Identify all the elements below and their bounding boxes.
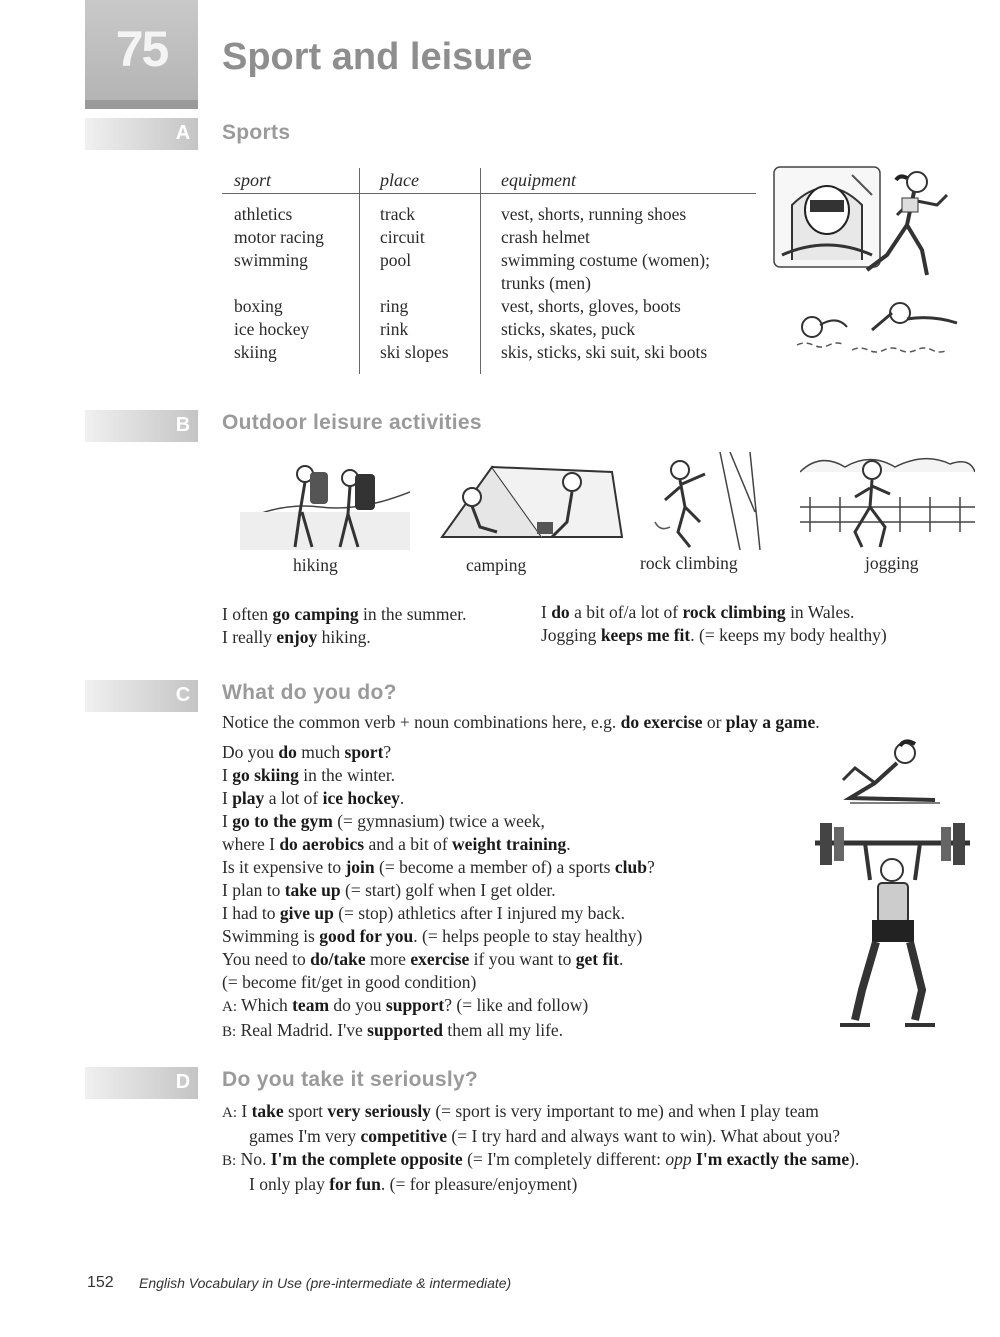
table-cell: ring — [380, 296, 409, 316]
table-column-rule — [480, 168, 481, 374]
unit-number: 75 — [115, 21, 168, 77]
dialogue-line: A: I take sport very seriously (= sport is very important to me) and when I play team — [222, 1101, 819, 1121]
example-line: You need to do/take more exercise if you want to get fit. — [222, 949, 624, 969]
stretching-woman-illustration — [835, 738, 945, 813]
runner-illustration — [852, 160, 957, 285]
place-column — [380, 168, 480, 364]
table-cell: sticks, skates, puck — [501, 319, 636, 339]
example-line: I go skiing in the winter. — [222, 765, 396, 785]
example-line: A: Which team do you support? (= like and follow) — [222, 995, 589, 1015]
example-sentence: I do a bit of/a lot of rock climbing in Wales. — [541, 602, 855, 622]
page-number: 152 — [87, 1274, 114, 1291]
example-line: (= become fit/get in good condition) — [222, 972, 477, 992]
caption-camping: camping — [466, 555, 527, 575]
table-cell: swimming costume (women); — [501, 250, 711, 270]
dialogue-line: B: No. I'm the complete opposite (= I'm completely different: opp I'm exactly the same). — [222, 1149, 860, 1169]
weightlifter-illustration — [810, 815, 975, 1035]
jogging-illustration — [800, 452, 975, 552]
example-line: B: Real Madrid. I've supported them all my life. — [222, 1020, 564, 1040]
swimmers-illustration — [792, 295, 967, 360]
camping-illustration — [432, 452, 627, 545]
unit-title: Sport and leisure — [222, 36, 533, 78]
section-c-letter: C — [175, 684, 191, 706]
sport-header: sport — [234, 170, 272, 190]
table-cell: vest, shorts, running shoes — [501, 204, 687, 224]
place-header: place — [380, 170, 419, 190]
section-a-title: Sports — [222, 121, 291, 144]
sport-column — [234, 168, 359, 364]
table-cell: motor racing — [234, 227, 324, 247]
table-cell: athletics — [234, 204, 293, 224]
table-cell: circuit — [380, 227, 425, 247]
table-cell: rink — [380, 319, 409, 339]
example-line: I play a lot of ice hockey. — [222, 788, 405, 808]
equipment-column — [501, 168, 756, 364]
example-line: I had to give up (= stop) athletics after I injured my back. — [222, 903, 626, 923]
example-sentence: I often go camping in the summer. — [222, 604, 467, 624]
table-cell: trunks (men) — [501, 273, 591, 293]
caption-jogging: jogging — [865, 553, 919, 573]
example-line: Is it expensive to join (= become a member of) a sports club? — [222, 857, 655, 877]
caption-rock-climbing: rock climbing — [640, 553, 738, 573]
table-cell: skiing — [234, 342, 277, 362]
example-sentence: I really enjoy hiking. — [222, 627, 371, 647]
table-cell: boxing — [234, 296, 283, 316]
section-b-title: Outdoor leisure activities — [222, 411, 482, 434]
table-cell: ski slopes — [380, 342, 449, 362]
rock-climbing-illustration — [650, 452, 772, 550]
example-line: where I do aerobics and a bit of weight training. — [222, 834, 571, 854]
footer-book-title: English Vocabulary in Use (pre-intermediate & intermediate) — [139, 1275, 512, 1291]
table-cell: vest, shorts, gloves, boots — [501, 296, 681, 316]
example-line: I go to the gym (= gymnasium) twice a week, — [222, 811, 545, 831]
section-c-intro: Notice the common verb + noun combinations here, e.g. do exercise or play a game. — [222, 712, 820, 732]
table-cell: swimming — [234, 250, 308, 270]
section-d-title: Do you take it seriously? — [222, 1068, 479, 1091]
dialogue-line: games I'm very competitive (= I try hard and always want to win). What about you? — [249, 1126, 841, 1146]
hiking-illustration — [240, 452, 410, 550]
table-cell: crash helmet — [501, 227, 590, 247]
table-cell: ice hockey — [234, 319, 310, 339]
dialogue-line: I only play for fun. (= for pleasure/enjoyment) — [249, 1174, 578, 1194]
equipment-header: equipment — [501, 170, 576, 190]
section-a-letter: A — [175, 122, 191, 144]
table-column-rule — [359, 168, 360, 374]
section-b-letter: B — [175, 414, 191, 436]
section-c-examples — [222, 741, 655, 1044]
example-line: Do you do much sport? — [222, 742, 392, 762]
table-cell: pool — [380, 250, 412, 270]
section-d-letter: D — [175, 1071, 191, 1093]
table-cell: skis, sticks, ski suit, ski boots — [501, 342, 708, 362]
table-cell: track — [380, 204, 415, 224]
section-c-title: What do you do? — [222, 681, 397, 704]
example-line: I plan to take up (= start) golf when I get older. — [222, 880, 556, 900]
section-d-dialogue — [222, 1100, 859, 1196]
example-line: Swimming is good for you. (= helps people to stay healthy) — [222, 926, 643, 946]
unit-box-rule — [85, 100, 198, 109]
caption-hiking: hiking — [293, 555, 338, 575]
example-sentence: Jogging keeps me fit. (= keeps my body healthy) — [541, 625, 887, 645]
